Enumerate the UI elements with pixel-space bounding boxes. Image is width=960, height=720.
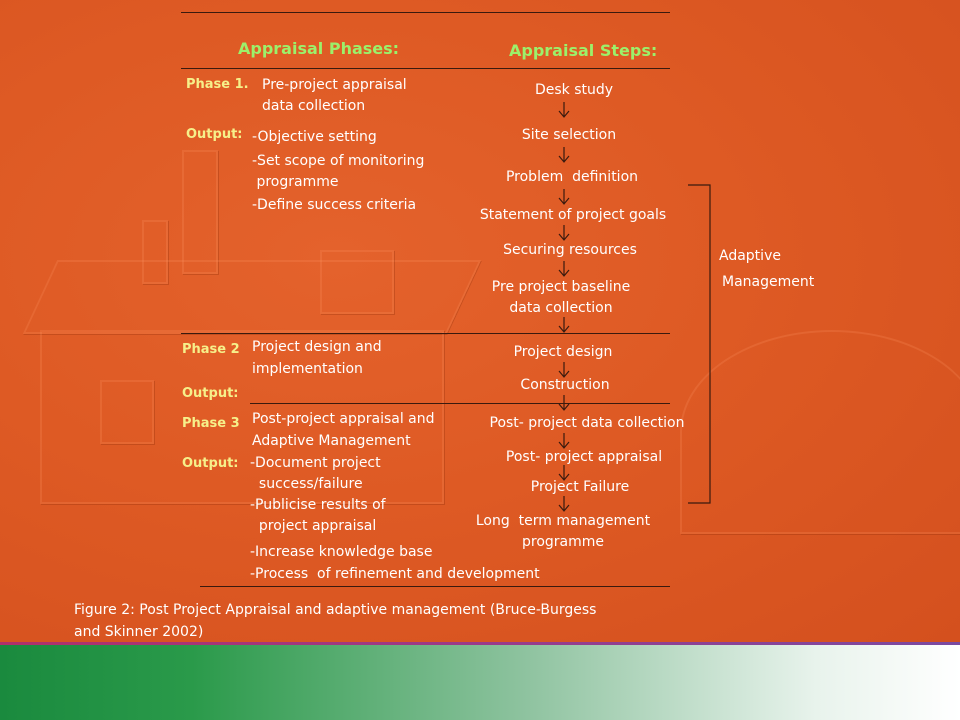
phase2-label: Phase 2 bbox=[182, 342, 240, 357]
rule-phase3 bbox=[250, 403, 670, 404]
phases-header: Appraisal Phases: bbox=[238, 39, 400, 58]
step-project-design: Project design bbox=[513, 344, 613, 360]
phase1-output-3: programme bbox=[252, 174, 339, 190]
down-arrow-icon bbox=[558, 362, 570, 378]
emboss-chimney bbox=[182, 150, 218, 274]
phase3-output-1: -Document project bbox=[250, 455, 381, 471]
step-post-appraisal: Post- project appraisal bbox=[505, 449, 663, 465]
steps-header: Appraisal Steps: bbox=[509, 41, 658, 60]
phase1-output-4: -Define success criteria bbox=[252, 197, 417, 213]
phase3-output-5: -Increase knowledge base bbox=[250, 544, 433, 560]
step-site-selection: Site selection bbox=[521, 127, 617, 143]
phase3-desc-line1: Post-project appraisal and bbox=[252, 411, 435, 427]
phase1-output-2: -Set scope of monitoring bbox=[252, 153, 425, 169]
phase3-output-label: Output: bbox=[182, 456, 239, 471]
step-post-data-collection: Post- project data collection bbox=[489, 415, 685, 431]
rule-headers bbox=[181, 68, 670, 69]
phase3-label: Phase 3 bbox=[182, 416, 240, 431]
rule-bottom bbox=[200, 586, 670, 587]
emboss-hill bbox=[680, 330, 960, 534]
phase1-output-1: -Objective setting bbox=[252, 129, 377, 145]
down-arrow-icon bbox=[558, 189, 570, 205]
down-arrow-icon bbox=[558, 261, 570, 277]
down-arrow-icon bbox=[558, 147, 570, 163]
phase3-desc-line2: Adaptive Management bbox=[252, 433, 411, 449]
down-arrow-icon bbox=[558, 102, 570, 118]
step-project-failure: Project Failure bbox=[530, 479, 630, 495]
down-arrow-icon bbox=[558, 225, 570, 241]
adaptive-label-line2: Management bbox=[722, 274, 815, 290]
phase3-output-4: project appraisal bbox=[250, 518, 377, 534]
figure-caption-line1: Figure 2: Post Project Appraisal and adaptive management (Bruce-Burgess bbox=[74, 602, 597, 618]
phase1-output-label: Output: bbox=[186, 127, 243, 142]
down-arrow-icon bbox=[558, 465, 570, 481]
down-arrow-icon bbox=[558, 433, 570, 449]
footer-gradient-bar bbox=[0, 645, 960, 720]
emboss-window-2 bbox=[100, 380, 154, 444]
down-arrow-icon bbox=[558, 496, 570, 512]
step-project-goals: Statement of project goals bbox=[479, 207, 667, 223]
emboss-roof bbox=[23, 260, 482, 334]
phase3-output-3: -Publicise results of bbox=[250, 497, 386, 513]
phase2-desc-line1: Project design and bbox=[252, 339, 382, 355]
step-problem-definition: Problem definition bbox=[505, 169, 639, 185]
emboss-window bbox=[320, 250, 394, 314]
phase1-label: Phase 1. bbox=[186, 77, 249, 92]
step-construction: Construction bbox=[520, 377, 610, 393]
figure-caption-line2: and Skinner 2002) bbox=[74, 624, 204, 640]
phase3-output-2: success/failure bbox=[250, 476, 363, 492]
step-baseline-collection: Pre project baseline data collection bbox=[491, 279, 631, 316]
phase2-output-label: Output: bbox=[182, 386, 239, 401]
phase1-desc-line2: data collection bbox=[262, 98, 366, 114]
phase2-desc-line2: implementation bbox=[252, 361, 363, 377]
adaptive-label-line1: Adaptive bbox=[719, 248, 781, 264]
step-desk-study: Desk study bbox=[534, 82, 614, 98]
down-arrow-icon bbox=[558, 317, 570, 333]
rule-top bbox=[181, 12, 670, 13]
phase1-desc-line1: Pre-project appraisal bbox=[262, 77, 407, 93]
step-securing-resources: Securing resources bbox=[503, 242, 637, 258]
phase3-output-6: -Process of refinement and development bbox=[250, 566, 540, 582]
adaptive-bracket bbox=[680, 180, 720, 510]
down-arrow-icon bbox=[558, 395, 570, 411]
rule-phase2 bbox=[181, 333, 670, 334]
step-long-term-management: Long term management programme bbox=[475, 513, 651, 550]
